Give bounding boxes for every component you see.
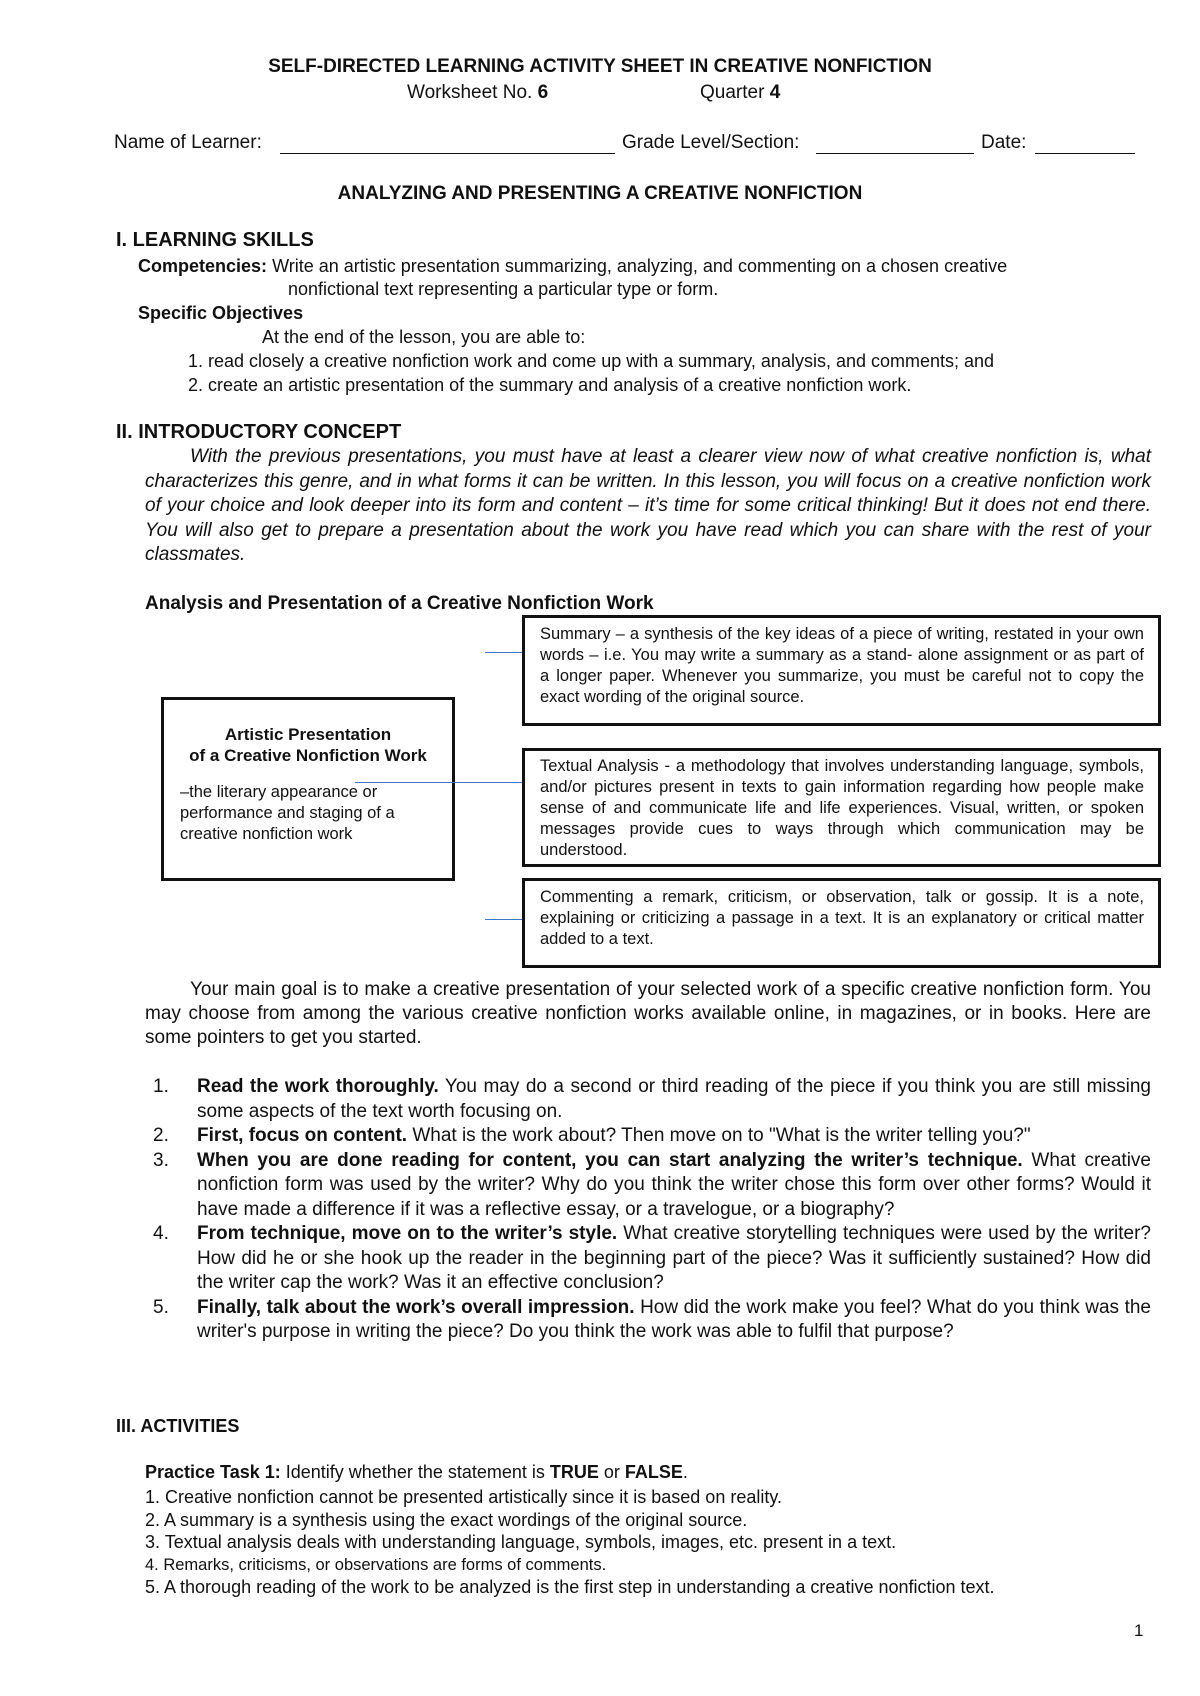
lesson-title: ANALYZING AND PRESENTING A CREATIVE NONFICTION bbox=[337, 183, 863, 204]
pointer-text: You may do a second or third reading of the piece if you think you are still missing some aspects of the text worth focusing on. bbox=[197, 1076, 1151, 1122]
worksheet-label: Worksheet No. bbox=[407, 82, 533, 103]
or-word: or bbox=[598, 1462, 625, 1482]
task-item-4: 4. Remarks, criticisms, or observations are forms of comments. bbox=[145, 1555, 607, 1574]
objectives-intro: At the end of the lesson, you are able to: bbox=[262, 327, 586, 347]
worksheet-title: SELF-DIRECTED LEARNING ACTIVITY SHEET IN CREATIVE NONFICTION bbox=[268, 56, 932, 77]
commenting-box bbox=[522, 878, 1161, 968]
summary-box bbox=[522, 615, 1161, 726]
grade-label: Grade Level/Section: bbox=[622, 132, 800, 153]
artistic-presentation-box bbox=[161, 697, 455, 881]
textual-analysis-box bbox=[522, 748, 1161, 867]
pointer-number: 4. bbox=[153, 1223, 169, 1244]
page-number: 1 bbox=[1134, 1621, 1144, 1640]
intro-paragraph: With the previous presentations, you must have at least a clearer view now of what creative nonfiction is, what characterizes this genre, and in what forms it can be written. In this lesson, you will focus on a creative nonfiction work of your choice and look deeper into its form and content – it’s time for some critical thinking! But it does not end there. You will also get to prepare a presentation about the work you have read which you can share with the rest of your classmates. bbox=[145, 446, 1151, 566]
pointer-number: 2. bbox=[153, 1125, 169, 1146]
pointer-item bbox=[153, 1075, 1151, 1124]
pointer-item bbox=[153, 1124, 1151, 1149]
artistic-title-2: of a Creative Nonfiction Work bbox=[189, 746, 427, 765]
pointer-lead: Read the work thoroughly. bbox=[197, 1076, 439, 1097]
task-item-3: 3. Textual analysis deals with understanding language, symbols, images, etc. present in a text. bbox=[145, 1532, 897, 1552]
competencies-text: Write an artistic presentation summarizing, analyzing, and commenting on a chosen creative bbox=[272, 256, 1008, 276]
pointer-number: 3. bbox=[153, 1149, 169, 1171]
competencies-text-cont: nonfictional text representing a particular type or form. bbox=[288, 279, 719, 299]
task-period: . bbox=[682, 1462, 688, 1482]
quarter-value: 4 bbox=[769, 82, 781, 103]
commenting-text: Commenting a remark, criticism, or observation, talk or gossip. It is a note, explaining or criticizing a passage in a text. It is an explanatory or critical matter added to a text. bbox=[540, 888, 1144, 948]
pointer-text: What creative storytelling techniques were used by the writer? How did he or she hook up the reader in the beginning part of the piece? Was it sufficiently sustained? How did the writer cap the work? Was it an effective conclusion? bbox=[197, 1223, 1151, 1293]
pointer-item bbox=[153, 1222, 1151, 1296]
objective-1: 1. read closely a creative nonfiction work and come up with a summary, analysis, and comments; and bbox=[188, 351, 995, 371]
competencies bbox=[138, 256, 1007, 277]
connector-analysis bbox=[355, 782, 522, 783]
task-item-1: 1. Creative nonfiction cannot be presented artistically since it is based on reality. bbox=[145, 1487, 783, 1507]
objective-2: 2. create an artistic presentation of the summary and analysis of a creative nonfiction work. bbox=[188, 375, 912, 395]
goal-paragraph: Your main goal is to make a creative presentation of your selected work of a specific creative nonfiction form. You may choose from among the various creative nonfiction works available online, in magazines, or in books. Here are some pointers to get you started. bbox=[145, 979, 1151, 1048]
pointer-lead: From technique, move on to the writer’s style. bbox=[197, 1223, 618, 1244]
pointer-lead: When you are done reading for content, you can start analyzing the writer’s technique. bbox=[197, 1149, 1023, 1171]
practice-task-label: Practice Task 1: bbox=[145, 1462, 281, 1482]
task-item-2: 2. A summary is a synthesis using the exact wordings of the original source. bbox=[145, 1509, 748, 1530]
connector-commenting bbox=[485, 919, 522, 920]
practice-task-instruction bbox=[145, 1462, 688, 1483]
quarter-label: Quarter bbox=[700, 82, 765, 103]
practice-task-items bbox=[145, 1486, 995, 1599]
date-blank[interactable] bbox=[1035, 153, 1135, 154]
objectives-label: Specific Objectives bbox=[138, 303, 304, 323]
section-introductory-heading: II. INTRODUCTORY CONCEPT bbox=[116, 421, 402, 443]
pointer-text: What is the work about? Then move on to "What is the writer telling you?" bbox=[407, 1125, 1031, 1146]
true-keyword: TRUE bbox=[549, 1462, 599, 1482]
pointer-lead: First, focus on content. bbox=[197, 1125, 408, 1146]
date-label: Date: bbox=[981, 132, 1027, 153]
summary-text: Summary – a synthesis of the key ideas of a piece of writing, restated in your own words – i.e. You may write a summary as a stand- alone assignment or as part of a longer paper. Whenever you summarize, you must be careful not to copy the exact wording of the original source. bbox=[540, 625, 1144, 706]
pointer-number: 5. bbox=[153, 1296, 169, 1318]
competencies-label: Competencies: bbox=[138, 256, 268, 276]
worksheet-number bbox=[407, 82, 548, 104]
pointer-item bbox=[153, 1149, 1151, 1223]
section-learning-skills-heading: I. LEARNING SKILLS bbox=[116, 229, 314, 251]
worksheet-no-value: 6 bbox=[537, 82, 549, 103]
quarter bbox=[700, 82, 780, 104]
section-activities-heading: III. ACTIVITIES bbox=[116, 1416, 240, 1436]
pointer-text: How did the work make you feel? What do you think was the writer's purpose in writing the piece? Do you think the work was able to fulfil that purpose? bbox=[197, 1296, 1151, 1342]
task-item-5: 5. A thorough reading of the work to be analyzed is the first step in understanding a creative nonfiction text. bbox=[145, 1577, 995, 1597]
grade-blank[interactable] bbox=[816, 153, 974, 154]
connector-summary bbox=[485, 652, 522, 653]
artistic-title-1: Artistic Presentation bbox=[224, 725, 392, 744]
pointer-number: 1. bbox=[153, 1076, 169, 1097]
textual-analysis-text: Textual Analysis - a methodology that involves understanding language, symbols, and/or pictures present in texts to gain information regarding how people make sense of and communicate life and life experiences. Visual, written, or spoken messages provide cues to ways through which communication may be understood. bbox=[540, 757, 1144, 859]
diagram-heading: Analysis and Presentation of a Creative Nonfiction Work bbox=[145, 593, 654, 614]
task-instruction-text: Identify whether the statement is bbox=[280, 1462, 550, 1482]
name-blank[interactable] bbox=[280, 153, 615, 154]
artistic-description: –the literary appearance or performance and staging of a creative nonfiction work bbox=[180, 783, 395, 843]
pointer-lead: Finally, talk about the work’s overall impression. bbox=[197, 1296, 635, 1318]
false-keyword: FALSE bbox=[624, 1462, 683, 1482]
name-label: Name of Learner: bbox=[114, 132, 262, 153]
pointer-text: What creative nonfiction form was used by the writer? Why do you think the writer chose this form over other forms? Would it have made a difference if it was a reflective essay, or a travelogue, or a biography? bbox=[197, 1149, 1151, 1220]
pointer-item bbox=[153, 1296, 1151, 1345]
pointers-list bbox=[153, 1075, 1151, 1345]
